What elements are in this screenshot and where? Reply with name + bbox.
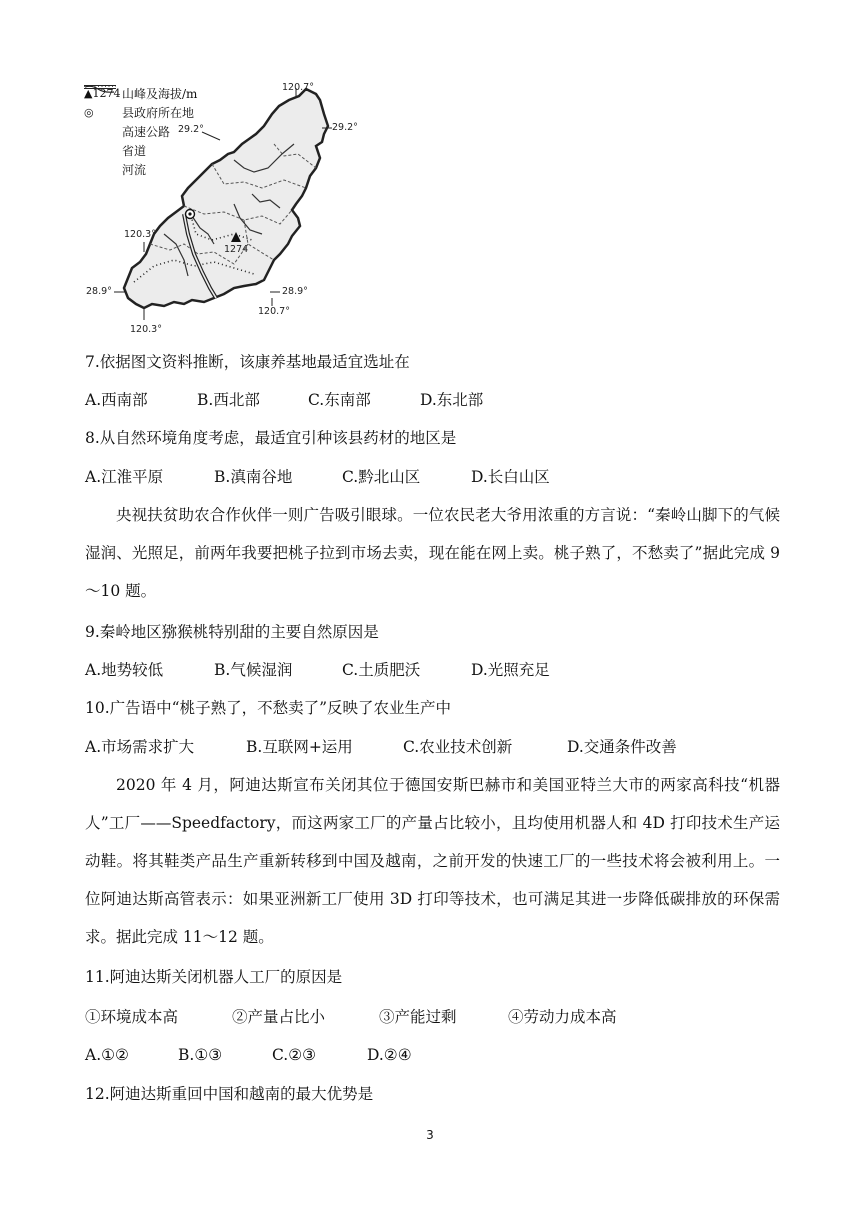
passage-11-12-text: 2020 年 4 月，阿迪达斯宣布关闭其位于德国安斯巴赫市和美国亚特兰大市的两家高科技“机器人”工厂——Speedfactory，而这两家工厂的产量占比较小，且均使用机器人和 4D 打印技术生产运动鞋。将其鞋类产品生产重新转移到中国及越南，之前开发的快速工厂的一些技术将会被利用上。一位阿迪达斯高管表示：如果亚洲新工厂使用 3D 打印等技术，也可满足其进一步降低碳排放的环保需求。据此完成 11～12 题。 bbox=[85, 776, 780, 946]
peak-icon: ▲1274 bbox=[84, 87, 121, 100]
q8-option-d[interactable]: D.长白山区 bbox=[471, 468, 550, 486]
q9-option-b[interactable]: B.气候湿润 bbox=[214, 661, 293, 679]
q11-statement-4: ④劳动力成本高 bbox=[508, 1008, 617, 1026]
q8-option-c[interactable]: C.黔北山区 bbox=[342, 468, 421, 486]
question-8-stem: 8.从自然环境角度考虑，最适宜引种该县药材的地区是 bbox=[85, 429, 457, 447]
q9-option-c[interactable]: C.土质肥沃 bbox=[342, 661, 421, 679]
question-11-options bbox=[85, 1045, 412, 1065]
coord-bottom-right-lon: 120.7° bbox=[258, 306, 290, 317]
question-7-stem: 7.依据图文资料推断，该康养基地最适宜选址在 bbox=[85, 353, 410, 371]
legend-row-provincial-road bbox=[84, 141, 244, 160]
q11-statement-3: ③产能过剩 bbox=[379, 1008, 457, 1026]
q8-option-a[interactable]: A.江淮平原 bbox=[85, 468, 164, 486]
question-9-options bbox=[85, 660, 550, 680]
q7-option-d[interactable]: D.东北部 bbox=[420, 391, 484, 409]
q9-option-d[interactable]: D.光照充足 bbox=[471, 661, 550, 679]
legend-label-provincial-road: 省道 bbox=[122, 144, 147, 158]
q7-option-b[interactable]: B.西北部 bbox=[197, 391, 260, 409]
q7-option-a[interactable]: A.西南部 bbox=[85, 391, 148, 409]
q11-statement-2: ②产量占比小 bbox=[232, 1008, 326, 1026]
question-11-stem: 11.阿迪达斯关闭机器人工厂的原因是 bbox=[85, 968, 343, 986]
question-10-stem: 10.广告语中“桃子熟了，不愁卖了”反映了农业生产中 bbox=[85, 699, 451, 717]
county-map-figure bbox=[84, 82, 358, 346]
question-11-statements bbox=[85, 1007, 617, 1027]
county-seat-marker bbox=[186, 210, 195, 219]
legend-label-county-seat: 县政府所在地 bbox=[122, 106, 195, 120]
legend-row-expressway bbox=[84, 122, 244, 141]
legend-row-river bbox=[84, 160, 244, 179]
coord-bottom-right-lat: 28.9° bbox=[282, 286, 308, 297]
county-seat-icon: ◎ bbox=[84, 106, 94, 119]
coord-left-lon: 120.3° bbox=[124, 229, 156, 240]
passage-9-10 bbox=[85, 496, 780, 610]
q10-option-d[interactable]: D.交通条件改善 bbox=[567, 738, 677, 756]
coord-bottom-left-lat: 28.9° bbox=[86, 286, 112, 297]
q10-option-c[interactable]: C.农业技术创新 bbox=[403, 738, 513, 756]
legend-label-expressway: 高速公路 bbox=[122, 125, 171, 139]
page-number: 3 bbox=[426, 1128, 434, 1142]
q11-option-a[interactable]: A.①② bbox=[85, 1046, 129, 1064]
peak-label: 1274 bbox=[224, 244, 249, 255]
coord-bottom-left-lon: 120.3° bbox=[130, 324, 162, 335]
question-7-options bbox=[85, 390, 483, 410]
coord-top-lon: 120.7° bbox=[282, 82, 314, 93]
passage-9-10-text: 央视扶贫助农合作伙伴一则广告吸引眼球。一位农民老大爷用浓重的方言说：“秦岭山脚下的气候湿润、光照足，前两年我要把桃子拉到市场去卖，现在能在网上卖。桃子熟了，不愁卖了”据此完成 9～10 题。 bbox=[85, 506, 780, 600]
legend-label-river: 河流 bbox=[122, 163, 147, 177]
legend-label-peak: 山峰及海拔/m bbox=[122, 87, 198, 101]
q7-option-c[interactable]: C.东南部 bbox=[308, 391, 371, 409]
legend-row-county-seat bbox=[84, 103, 244, 122]
question-12-stem: 12.阿迪达斯重回中国和越南的最大优势是 bbox=[85, 1085, 374, 1103]
q11-statement-1: ①环境成本高 bbox=[85, 1008, 179, 1026]
q9-option-a[interactable]: A.地势较低 bbox=[85, 661, 164, 679]
map-legend bbox=[84, 84, 244, 179]
question-10-options bbox=[85, 737, 677, 757]
question-9-stem: 9.秦岭地区猕猴桃特别甜的主要自然原因是 bbox=[85, 623, 379, 641]
coord-top-right-lat: 29.2° bbox=[332, 122, 358, 133]
q10-option-a[interactable]: A.市场需求扩大 bbox=[85, 738, 195, 756]
q11-option-b[interactable]: B.①③ bbox=[178, 1046, 223, 1064]
q11-option-d[interactable]: D.②④ bbox=[367, 1046, 412, 1064]
coord-top-left-lat: 29.2° bbox=[178, 124, 204, 135]
question-8-options bbox=[85, 467, 550, 487]
q10-option-b[interactable]: B.互联网+运用 bbox=[246, 738, 353, 756]
q11-option-c[interactable]: C.②③ bbox=[272, 1046, 317, 1064]
passage-11-12 bbox=[85, 766, 780, 956]
q8-option-b[interactable]: B.滇南谷地 bbox=[214, 468, 293, 486]
